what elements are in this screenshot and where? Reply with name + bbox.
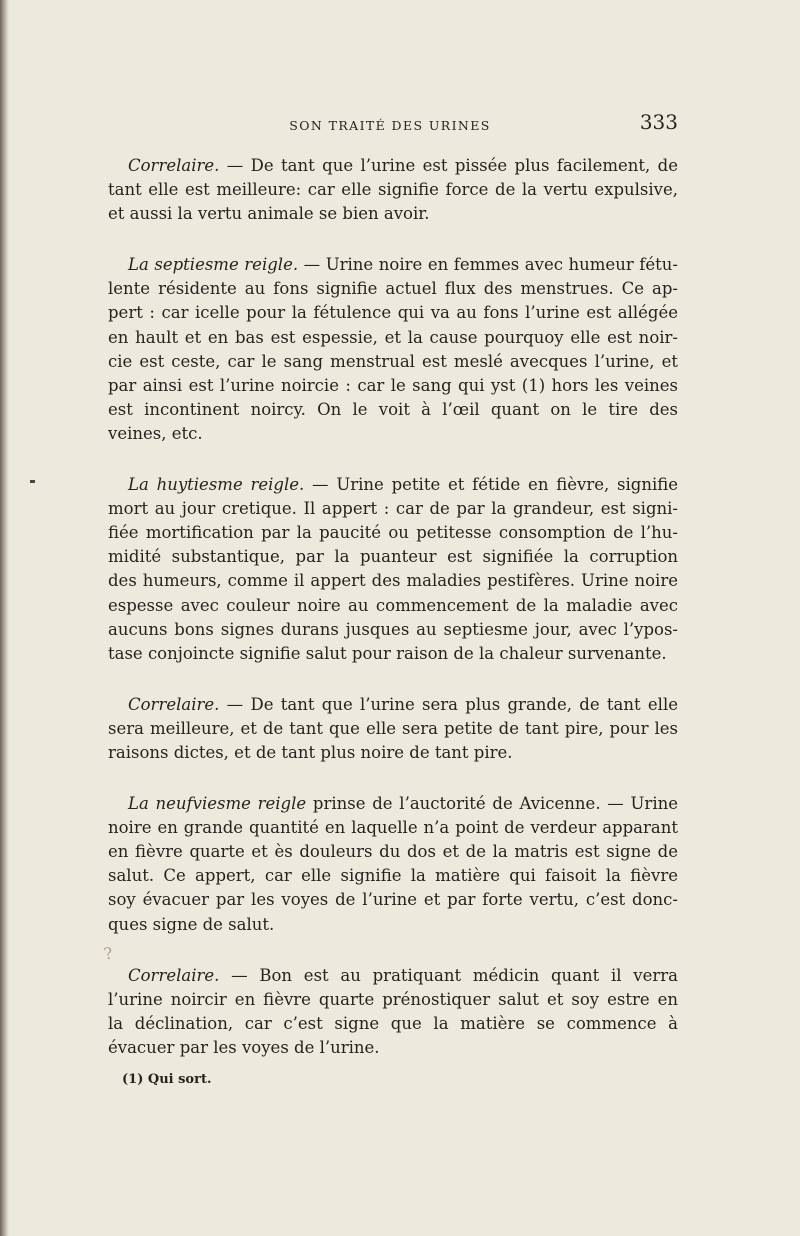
text-line: tant elle est meilleure: car elle signifie force de la vertu expulsive, xyxy=(108,180,678,200)
paragraph-lead: Correlaire. xyxy=(128,694,220,714)
page-edge xyxy=(0,0,9,1236)
text-line: évacuer par les voyes de l’urine. xyxy=(108,1037,380,1057)
text-line xyxy=(108,693,678,717)
text-line: raisons dictes, et de tant plus noire de tant pire. xyxy=(108,742,513,762)
text-line: en fièvre quarte et ès douleurs du dos et de la matris est signe de xyxy=(108,842,678,862)
paragraph-lead: La huytiesme reigle. xyxy=(128,475,305,495)
running-title: SON TRAITÉ DES URINES xyxy=(289,118,491,133)
paragraph-lead: La neufviesme reigle xyxy=(128,794,307,814)
text-line: des humeurs, comme il appert des maladies pestifères. Urine noire xyxy=(108,571,678,591)
text-line: ques signe de salut. xyxy=(108,914,275,934)
line-text: — Bon est au pratiquant médicin quant il verra xyxy=(219,965,678,985)
paragraph-lead: Correlaire. xyxy=(128,965,220,985)
paragraph-correlaire-2 xyxy=(108,693,678,765)
text-line: veines, etc. xyxy=(108,423,203,443)
text-line: aucuns bons signes durans jusques au septiesme jour, avec l’ypos- xyxy=(108,619,678,639)
paragraph-lead: Correlaire. xyxy=(128,156,220,175)
text-line: midité substantique, par la puanteur est signifiée la corruption xyxy=(108,547,678,567)
text-line: espesse avec couleur noire au commencement de la maladie avec xyxy=(108,595,678,615)
footnote: (1) Qui sort. xyxy=(122,1072,212,1087)
text-line: sera meilleure, et de tant que elle sera petite de tant pire, pour les xyxy=(108,718,678,738)
text-line: par ainsi est l’urine noircie : car le sang qui yst (1) hors les veines xyxy=(108,375,678,395)
text-line: est incontinent noircy. On le voit à l’œil quant on le tire des xyxy=(108,399,678,419)
text-line: tase conjoincte signifie salut pour raison de la chaleur survenante. xyxy=(108,643,667,663)
paragraph-lead: La septiesme reigle. xyxy=(128,255,299,275)
line-text: — De tant que l’urine sera plus grande, de tant elle xyxy=(219,694,678,714)
text-line: pert : car icelle pour la fétulence qui va au fons l’urine est allégée xyxy=(108,303,678,323)
text-line: lente résidente au fons signifie actuel flux des menstrues. Ce ap- xyxy=(108,279,678,299)
line-text: — De tant que l’urine est pissée plus facilement, de xyxy=(219,156,678,175)
line-text: — Urine noire en femmes avec humeur fétu- xyxy=(298,255,678,275)
line-text: prinse de l’auctorité de Avicenne. — Urine xyxy=(306,794,678,814)
page-number: 333 xyxy=(639,110,678,134)
text-line: noire en grande quantité en laquelle n’a point de verdeur apparant xyxy=(108,818,678,838)
text-line xyxy=(108,792,678,816)
text-line xyxy=(108,253,678,277)
text-line: fiée mortification par la paucité ou petitesse consomption de l’hu- xyxy=(108,523,678,543)
text-line xyxy=(108,473,678,497)
text-line: soy évacuer par les voyes de l’urine et par forte vertu, c’est donc- xyxy=(108,890,678,910)
text-line: la déclination, car c’est signe que la matière se commence à xyxy=(108,1013,678,1033)
body-text xyxy=(108,154,678,1087)
text-line: l’urine noircir en fièvre quarte prénostiquer salut et soy estre en xyxy=(108,989,678,1009)
text-line: mort au jour cretique. Il appert : car de par la grandeur, est signi- xyxy=(108,499,678,519)
text-line: et aussi la vertu animale se bien avoir. xyxy=(108,204,430,224)
page-header xyxy=(108,110,678,140)
text-line: en hault et en bas est espessie, et la cause pourquoy elle est noir- xyxy=(108,327,678,347)
paragraph-neufviesme-reigle xyxy=(108,792,678,937)
paragraph-correlaire-1 xyxy=(108,154,678,226)
paragraph-septiesme-reigle xyxy=(108,253,678,446)
text-line xyxy=(108,154,678,178)
text-line: salut. Ce appert, car elle signifie la matière qui faisoit la fièvre xyxy=(108,866,678,886)
paragraph-huytiesme-reigle xyxy=(108,473,678,666)
line-text: — Urine petite et fétide en fièvre, signifie xyxy=(304,475,678,495)
text-line: cie est ceste, car le sang menstrual est meslé avecques l’urine, et xyxy=(108,351,678,371)
handwritten-margin-mark: ? xyxy=(102,943,115,964)
margin-bullet-mark xyxy=(30,480,35,483)
paragraph-correlaire-3 xyxy=(108,964,678,1060)
text-line xyxy=(108,964,678,988)
